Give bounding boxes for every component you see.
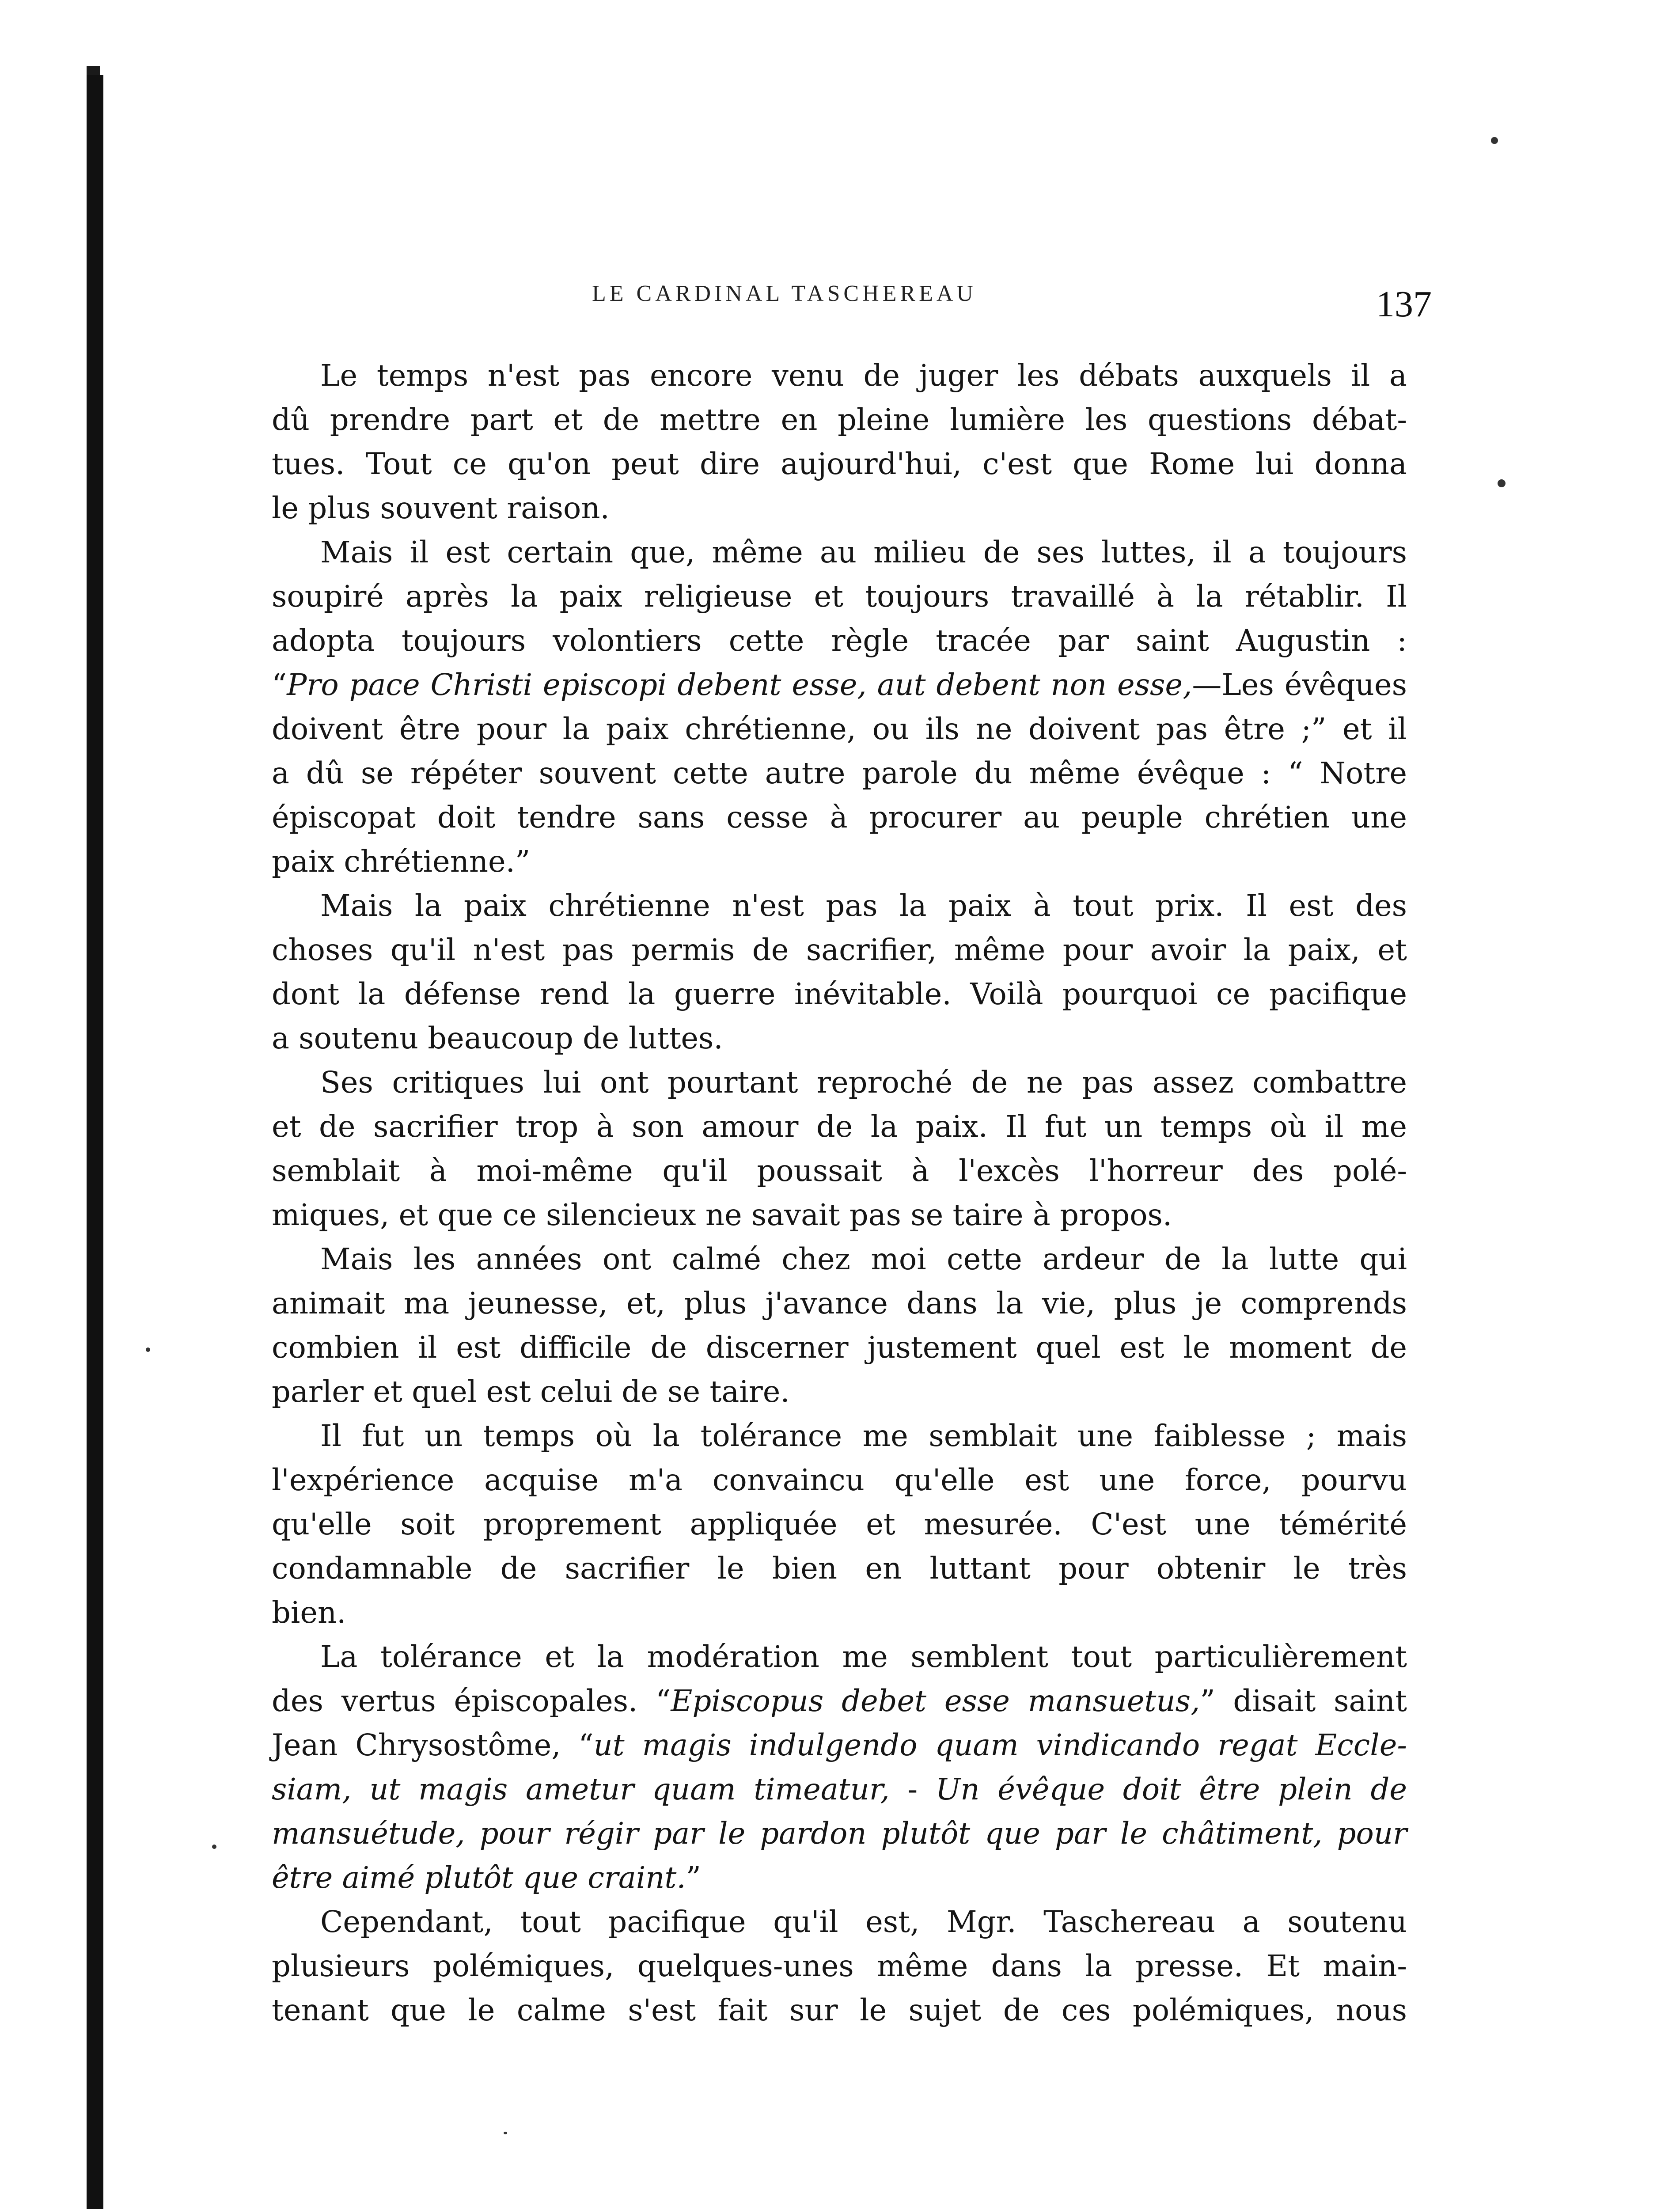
italic-text: siam, ut magis ametur quam timeatur, bbox=[272, 1772, 890, 1807]
italic-text: ut magis indulgendo quam vindicando regat Eccle- bbox=[593, 1728, 1407, 1762]
text-line: tues. Tout ce qu'on peut dire aujourd'hui, c'est que Rome lui donna bbox=[272, 447, 1407, 481]
text-line: Mais les années ont calmé chez moi cette ardeur de la lutte qui bbox=[320, 1242, 1407, 1276]
text-line: soupiré après la paix religieuse et toujours travaillé à la rétablir. Il bbox=[272, 579, 1407, 614]
text-span: ” bbox=[686, 1860, 701, 1895]
text-line: paix chrétienne.” bbox=[272, 844, 531, 879]
text-line: animait ma jeunesse, et, plus j'avance dans la vie, plus je comprends bbox=[272, 1286, 1407, 1321]
italic-text: Episcopus debet esse mansuetus, bbox=[671, 1684, 1200, 1718]
italic-text: être aimé plutôt que craint. bbox=[272, 1860, 686, 1895]
italic-text: Pro pace Christi episcopi debent esse, aut debent non esse, bbox=[287, 668, 1192, 702]
text-line: le plus souvent raison. bbox=[272, 491, 610, 525]
text-span: —Les évêques bbox=[1192, 668, 1407, 702]
speck bbox=[146, 1347, 150, 1352]
text-line: qu'elle soit proprement appliquée et mesurée. C'est une témérité bbox=[272, 1507, 1407, 1541]
text-line bbox=[272, 1723, 1407, 1767]
text-line: a soutenu beaucoup de luttes. bbox=[272, 1021, 723, 1055]
text-line: parler et quel est celui de se taire. bbox=[272, 1374, 790, 1409]
speck bbox=[212, 1845, 216, 1849]
text-line: miques, et que ce silencieux ne savait pas se taire à propos. bbox=[272, 1198, 1172, 1232]
text-line: La tolérance et la modération me semblent tout particulièrement bbox=[320, 1640, 1407, 1674]
text-line bbox=[272, 1856, 1407, 1900]
text-line: épiscopat doit tendre sans cesse à procurer au peuple chrétien une bbox=[272, 800, 1407, 835]
text-line: choses qu'il n'est pas permis de sacrifier, même pour avoir la paix, et bbox=[272, 933, 1407, 967]
text-line bbox=[272, 1679, 1407, 1723]
text-line: tenant que le calme s'est fait sur le sujet de ces polémiques, nous bbox=[272, 1993, 1407, 2027]
text-line: et de sacrifier trop à son amour de la paix. Il fut un temps où il me bbox=[272, 1109, 1407, 1144]
text-line: dû prendre part et de mettre en pleine lumière les questions débat- bbox=[272, 402, 1407, 437]
running-head: LE CARDINAL TASCHEREAU bbox=[592, 281, 977, 306]
text-line: semblait à moi-même qu'il poussait à l'excès l'horreur des polé- bbox=[272, 1154, 1407, 1188]
text-line: Mais la paix chrétienne n'est pas la paix à tout prix. Il est des bbox=[320, 888, 1407, 923]
text-span: des vertus épiscopales. “ bbox=[272, 1684, 671, 1718]
text-line: Il fut un temps où la tolérance me semblait une faiblesse ; mais bbox=[320, 1419, 1407, 1453]
page-number: 137 bbox=[1376, 284, 1432, 325]
body-text bbox=[272, 353, 1407, 2032]
binding-edge bbox=[87, 75, 103, 2209]
text-line: condamnable de sacrifier le bien en luttant pour obtenir le très bbox=[272, 1551, 1407, 1586]
text-line: adopta toujours volontiers cette règle tracée par saint Augustin : bbox=[272, 623, 1407, 658]
text-span: ” disait saint bbox=[1200, 1684, 1407, 1718]
speck bbox=[504, 2132, 507, 2134]
text-line: Ses critiques lui ont pourtant reproché de ne pas assez combattre bbox=[320, 1065, 1407, 1100]
text-span: Jean Chrysostôme, “ bbox=[272, 1728, 594, 1762]
italic-text: mansuétude, pour régir par le pardon plutôt que par le châtiment, pour bbox=[272, 1816, 1407, 1851]
text-line: bien. bbox=[272, 1595, 346, 1630]
text-line: Mais il est certain que, même au milieu de ses luttes, il a toujours bbox=[320, 535, 1407, 569]
italic-text: Un évêque doit être plein de bbox=[935, 1772, 1407, 1807]
text-line bbox=[272, 663, 1407, 707]
text-line: combien il est difficile de discerner justement quel est le moment de bbox=[272, 1330, 1407, 1365]
text-line: l'expérience acquise m'a convaincu qu'elle est une force, pourvu bbox=[272, 1463, 1407, 1497]
text-line: Le temps n'est pas encore venu de juger les débats auxquels il a bbox=[320, 358, 1407, 393]
speck bbox=[1498, 479, 1506, 487]
text-line: plusieurs polémiques, quelques-unes même dans la presse. Et main- bbox=[272, 1949, 1407, 1983]
text-line bbox=[272, 1811, 1407, 1856]
text-span: - bbox=[889, 1772, 936, 1807]
text-line: dont la défense rend la guerre inévitable. Voilà pourquoi ce pacifique bbox=[272, 977, 1407, 1011]
text-line: Cependant, tout pacifique qu'il est, Mgr. Taschereau a soutenu bbox=[320, 1905, 1407, 1939]
text-line: a dû se répéter souvent cette autre parole du même évêque : “ Notre bbox=[272, 756, 1407, 790]
text-span: “ bbox=[272, 668, 287, 702]
text-line bbox=[272, 1767, 1407, 1811]
speck bbox=[1491, 137, 1498, 144]
text-line: doivent être pour la paix chrétienne, ou ils ne doivent pas être ;” et il bbox=[272, 712, 1407, 746]
